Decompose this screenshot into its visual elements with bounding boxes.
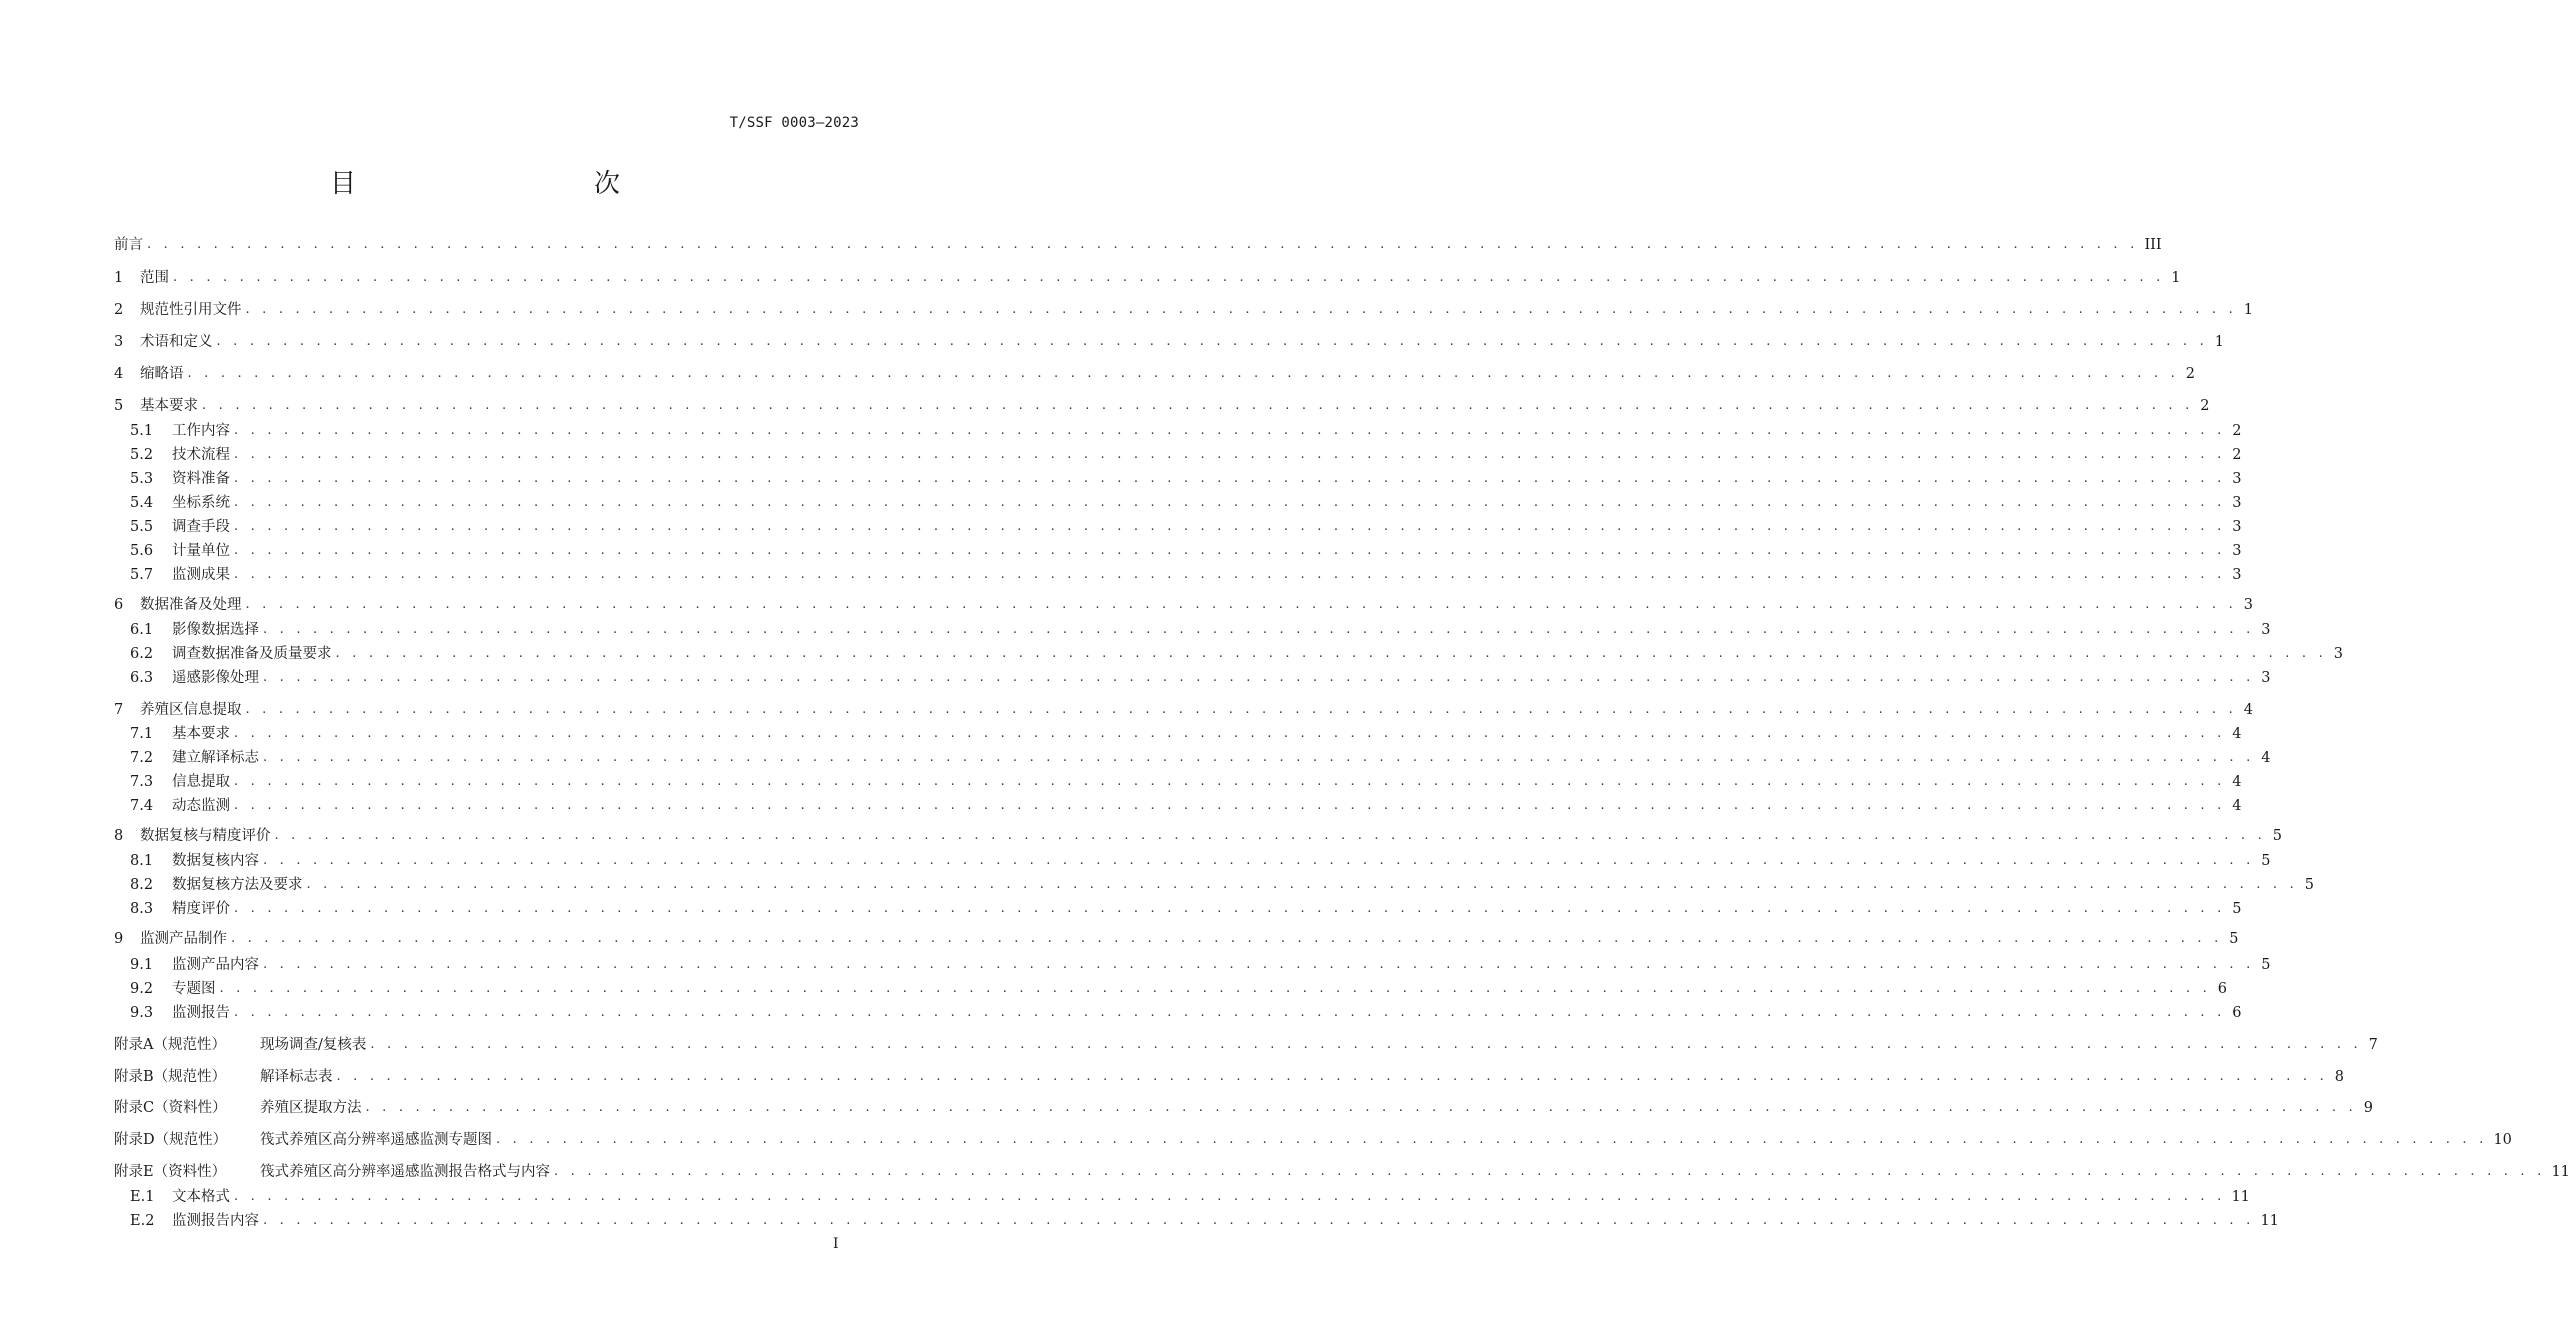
toc-entry-title: 基本要求 bbox=[172, 726, 230, 742]
toc-entry-page: 2 bbox=[2200, 398, 2210, 414]
toc-entry-number: 9.3 bbox=[130, 1005, 154, 1021]
toc-entry-title: 工作内容 bbox=[172, 423, 230, 439]
toc-entry-number: 5.6 bbox=[130, 543, 154, 559]
document-code: T/SSF 0003—2023 bbox=[729, 115, 859, 131]
toc-dot-leader: . . . . . . . . . . . . . . . . . . . . . . . . . . . . . . . . . . . . . . . . . . . . . . . . . . . . . . . . . . . . . . . . . . . . . . . . . . . . . . . . . . . . . . . . . . . . . . . . . . . . . . . . . . . . . . . . . . . . . . . . bbox=[245, 597, 2237, 612]
toc-entry-title: 监测产品制作 bbox=[140, 931, 227, 947]
toc-entry[interactable] bbox=[114, 565, 2242, 585]
toc-entry-title: 专题图 bbox=[172, 981, 216, 997]
toc-entry-title: 数据复核内容 bbox=[172, 853, 259, 869]
toc-entry-title: 动态监测 bbox=[172, 798, 230, 814]
toc-entry-title: 坐标系统 bbox=[172, 495, 230, 511]
toc-entry[interactable] bbox=[114, 899, 2242, 919]
toc-entry[interactable] bbox=[114, 1067, 2344, 1087]
toc-entry[interactable] bbox=[114, 595, 2253, 615]
toc-entry-number: 8.3 bbox=[130, 901, 154, 917]
toc-dot-leader: . . . . . . . . . . . . . . . . . . . . . . . . . . . . . . . . . . . . . . . . . . . . . . . . . . . . . . . . . . . . . . . . . . . . . . . . . . . . . . . . . . . . . . . . . . . . . . . . . . . . . . . . . . . . . . . . . . . . . . . . bbox=[234, 1189, 2226, 1204]
toc-entry[interactable] bbox=[114, 1130, 2512, 1150]
toc-entry-page: 3 bbox=[2261, 622, 2271, 638]
toc-entry-number: 7.2 bbox=[130, 750, 154, 766]
toc-entry-page: 4 bbox=[2243, 702, 2253, 718]
toc-entry-title: 规范性引用文件 bbox=[140, 302, 242, 318]
toc-entry-number: 5.3 bbox=[130, 471, 154, 487]
toc-entry-page: 5 bbox=[2304, 877, 2314, 893]
toc-entry-title: 数据复核方法及要求 bbox=[172, 877, 303, 893]
toc-entry[interactable] bbox=[114, 1035, 2378, 1055]
toc-entry[interactable] bbox=[114, 826, 2282, 846]
toc-entry-page: 10 bbox=[2493, 1132, 2512, 1148]
toc-entry-number: 7.4 bbox=[130, 798, 154, 814]
toc-entry-number: 6.2 bbox=[130, 646, 154, 662]
toc-entry-page: 2 bbox=[2232, 423, 2242, 439]
toc-entry-number: 9 bbox=[114, 931, 124, 947]
toc-entry[interactable] bbox=[114, 300, 2253, 320]
toc-entry-page: 1 bbox=[2171, 270, 2181, 286]
toc-entry-title: 计量单位 bbox=[172, 543, 230, 559]
toc-entry-number: 8 bbox=[114, 828, 124, 844]
toc-entry-number: 5 bbox=[114, 398, 124, 414]
toc-entry-page: 4 bbox=[2232, 774, 2242, 790]
toc-entry-title: 影像数据选择 bbox=[172, 622, 259, 638]
toc-entry-number: 1 bbox=[114, 270, 124, 286]
toc-entry-page: 5 bbox=[2232, 901, 2242, 917]
toc-entry-page: 11 bbox=[2260, 1213, 2279, 1229]
page-number: I bbox=[833, 1236, 839, 1252]
toc-entry-number: 附录B（规范性） bbox=[114, 1069, 227, 1085]
toc-entry[interactable] bbox=[114, 1211, 2279, 1231]
toc-dot-leader: . . . . . . . . . . . . . . . . . . . . . . . . . . . . . . . . . . . . . . . . . . . . . . . . . . . . . . . . . . . . . . . . . . . . . . . . . . . . . . . . . . . . . . . . . . . . . . . . . . . . . . . . . . . . . . . . . . . . . . . . bbox=[234, 495, 2226, 510]
toc-dot-leader: . . . . . . . . . . . . . . . . . . . . . . . . . . . . . . . . . . . . . . . . . . . . . . . . . . . . . . . . . . . . . . . . . . . . . . . . . . . . . . . . . . . . . . . . . . . . . . . . . . . . . . . . . . . . . . . . . . . . . . . . bbox=[306, 877, 2298, 892]
toc-entry[interactable] bbox=[114, 469, 2242, 489]
toc-dot-leader: . . . . . . . . . . . . . . . . . . . . . . . . . . . . . . . . . . . . . . . . . . . . . . . . . . . . . . . . . . . . . . . . . . . . . . . . . . . . . . . . . . . . . . . . . . . . . . . . . . . . . . . . . . . . . . . . . . . . . . . . bbox=[263, 957, 2255, 972]
toc-entry-page: 11 bbox=[2551, 1164, 2570, 1180]
toc-entry-page: 8 bbox=[2334, 1069, 2344, 1085]
toc-dot-leader: . . . . . . . . . . . . . . . . . . . . . . . . . . . . . . . . . . . . . . . . . . . . . . . . . . . . . . . . . . . . . . . . . . . . . . . . . . . . . . . . . . . . . . . . . . . . . . . . . . . . . . . . . . . . . . . . . . . . . . . . bbox=[370, 1037, 2362, 1052]
toc-dot-leader: . . . . . . . . . . . . . . . . . . . . . . . . . . . . . . . . . . . . . . . . . . . . . . . . . . . . . . . . . . . . . . . . . . . . . . . . . . . . . . . . . . . . . . . . . . . . . . . . . . . . . . . . . . . . . . . . . . . . . . . . bbox=[554, 1164, 2546, 1179]
toc-dot-leader: . . . . . . . . . . . . . . . . . . . . . . . . . . . . . . . . . . . . . . . . . . . . . . . . . . . . . . . . . . . . . . . . . . . . . . . . . . . . . . . . . . . . . . . . . . . . . . . . . . . . . . . . . . . . . . . . . . . . . . . . bbox=[234, 774, 2226, 789]
toc-entry-page: 5 bbox=[2261, 957, 2271, 973]
toc-entry-title: 文本格式 bbox=[172, 1189, 230, 1205]
toc-dot-leader: . . . . . . . . . . . . . . . . . . . . . . . . . . . . . . . . . . . . . . . . . . . . . . . . . . . . . . . . . . . . . . . . . . . . . . . . . . . . . . . . . . . . . . . . . . . . . . . . . . . . . . . . . . . . . . . . . . . . . . . . bbox=[147, 237, 2139, 252]
toc-dot-leader: . . . . . . . . . . . . . . . . . . . . . . . . . . . . . . . . . . . . . . . . . . . . . . . . . . . . . . . . . . . . . . . . . . . . . . . . . . . . . . . . . . . . . . . . . . . . . . . . . . . . . . . . . . . . . . . . . . . . . . . . bbox=[245, 302, 2237, 317]
toc-entry[interactable] bbox=[114, 979, 2227, 999]
toc-entry[interactable] bbox=[114, 748, 2271, 768]
toc-entry-page: 7 bbox=[2368, 1037, 2378, 1053]
toc-entry-title: 基本要求 bbox=[140, 398, 198, 414]
toc-dot-leader: . . . . . . . . . . . . . . . . . . . . . . . . . . . . . . . . . . . . . . . . . . . . . . . . . . . . . . . . . . . . . . . . . . . . . . . . . . . . . . . . . . . . . . . . . . . . . . . . . . . . . . . . . . . . . . . . . . . . . . . . bbox=[263, 1213, 2255, 1228]
toc-entry-number: 7 bbox=[114, 702, 124, 718]
toc-entry-page: 3 bbox=[2243, 597, 2253, 613]
toc-entry-page: 2 bbox=[2232, 447, 2242, 463]
toc-entry-page: 3 bbox=[2261, 670, 2271, 686]
toc-entry-number: 9.1 bbox=[130, 957, 154, 973]
toc-dot-leader: . . . . . . . . . . . . . . . . . . . . . . . . . . . . . . . . . . . . . . . . . . . . . . . . . . . . . . . . . . . . . . . . . . . . . . . . . . . . . . . . . . . . . . . . . . . . . . . . . . . . . . . . . . . . . . . . . . . . . . . . bbox=[234, 543, 2226, 558]
toc-entry-page: 3 bbox=[2232, 519, 2242, 535]
toc-dot-leader: . . . . . . . . . . . . . . . . . . . . . . . . . . . . . . . . . . . . . . . . . . . . . . . . . . . . . . . . . . . . . . . . . . . . . . . . . . . . . . . . . . . . . . . . . . . . . . . . . . . . . . . . . . . . . . . . . . . . . . . . bbox=[231, 931, 2223, 946]
toc-entry[interactable] bbox=[114, 620, 2271, 640]
toc-entry[interactable] bbox=[114, 796, 2242, 816]
toc-entry[interactable] bbox=[114, 724, 2242, 744]
toc-dot-leader: . . . . . . . . . . . . . . . . . . . . . . . . . . . . . . . . . . . . . . . . . . . . . . . . . . . . . . . . . . . . . . . . . . . . . . . . . . . . . . . . . . . . . . . . . . . . . . . . . . . . . . . . . . . . . . . . . . . . . . . . bbox=[263, 670, 2255, 685]
toc-entry-number: 5.2 bbox=[130, 447, 154, 463]
toc-entry-page: 2 bbox=[2185, 366, 2195, 382]
toc-entry-title: 调查数据准备及质量要求 bbox=[172, 646, 332, 662]
toc-dot-leader: . . . . . . . . . . . . . . . . . . . . . . . . . . . . . . . . . . . . . . . . . . . . . . . . . . . . . . . . . . . . . . . . . . . . . . . . . . . . . . . . . . . . . . . . . . . . . . . . . . . . . . . . . . . . . . . . . . . . . . . . bbox=[173, 270, 2165, 285]
toc-entry-title: 技术流程 bbox=[172, 447, 230, 463]
toc-entry[interactable] bbox=[114, 493, 2242, 513]
toc-entry-number: 8.1 bbox=[130, 853, 154, 869]
toc-entry[interactable] bbox=[114, 700, 2253, 720]
toc-entry-title: 遥感影像处理 bbox=[172, 670, 259, 686]
toc-entry-number: 附录A（规范性） bbox=[114, 1037, 226, 1053]
toc-entry-number: E.1 bbox=[130, 1189, 155, 1205]
toc-entry-page: 1 bbox=[2214, 334, 2224, 350]
toc-entry-title: 信息提取 bbox=[172, 774, 230, 790]
toc-entry-number: 9.2 bbox=[130, 981, 154, 997]
toc-dot-leader: . . . . . . . . . . . . . . . . . . . . . . . . . . . . . . . . . . . . . . . . . . . . . . . . . . . . . . . . . . . . . . . . . . . . . . . . . . . . . . . . . . . . . . . . . . . . . . . . . . . . . . . . . . . . . . . . . . . . . . . . bbox=[263, 750, 2255, 765]
toc-entry-number: 4 bbox=[114, 366, 124, 382]
toc-entry[interactable] bbox=[114, 517, 2242, 537]
toc-entry-title: 筏式养殖区高分辨率遥感监测专题图 bbox=[260, 1132, 492, 1148]
toc-entry[interactable] bbox=[114, 929, 2239, 949]
toc-entry[interactable] bbox=[114, 364, 2195, 384]
toc-title: 目 次 bbox=[329, 169, 682, 199]
toc-entry-page: 6 bbox=[2217, 981, 2227, 997]
toc-dot-leader: . . . . . . . . . . . . . . . . . . . . . . . . . . . . . . . . . . . . . . . . . . . . . . . . . . . . . . . . . . . . . . . . . . . . . . . . . . . . . . . . . . . . . . . . . . . . . . . . . . . . . . . . . . . . . . . . . . . . . . . . bbox=[187, 366, 2179, 381]
toc-entry-page: 5 bbox=[2272, 828, 2282, 844]
toc-entry-page: 3 bbox=[2232, 471, 2242, 487]
toc-entry-page: 3 bbox=[2232, 543, 2242, 559]
toc-entry-page: 3 bbox=[2232, 495, 2242, 511]
toc-entry-title: 监测报告 bbox=[172, 1005, 230, 1021]
toc-entry[interactable] bbox=[114, 1187, 2250, 1207]
toc-entry-title: 养殖区提取方法 bbox=[260, 1100, 362, 1116]
toc-dot-leader: . . . . . . . . . . . . . . . . . . . . . . . . . . . . . . . . . . . . . . . . . . . . . . . . . . . . . . . . . . . . . . . . . . . . . . . . . . . . . . . . . . . . . . . . . . . . . . . . . . . . . . . . . . . . . . . . . . . . . . . . bbox=[263, 853, 2255, 868]
toc-dot-leader: . . . . . . . . . . . . . . . . . . . . . . . . . . . . . . . . . . . . . . . . . . . . . . . . . . . . . . . . . . . . . . . . . . . . . . . . . . . . . . . . . . . . . . . . . . . . . . . . . . . . . . . . . . . . . . . . . . . . . . . . bbox=[234, 1005, 2226, 1020]
toc-entry-page: 3 bbox=[2333, 646, 2343, 662]
toc-dot-leader: . . . . . . . . . . . . . . . . . . . . . . . . . . . . . . . . . . . . . . . . . . . . . . . . . . . . . . . . . . . . . . . . . . . . . . . . . . . . . . . . . . . . . . . . . . . . . . . . . . . . . . . . . . . . . . . . . . . . . . . . bbox=[335, 646, 2327, 661]
toc-entry-title: 术语和定义 bbox=[140, 334, 213, 350]
toc-entry[interactable] bbox=[114, 421, 2242, 441]
toc-entry-title: 前言 bbox=[114, 237, 143, 253]
toc-entry[interactable] bbox=[114, 851, 2271, 871]
toc-entry-number: 5.4 bbox=[130, 495, 154, 511]
toc-entry[interactable] bbox=[114, 668, 2271, 688]
toc-entry-number: 7.3 bbox=[130, 774, 154, 790]
toc-entry-number: 6 bbox=[114, 597, 124, 613]
toc-entry[interactable] bbox=[114, 772, 2242, 792]
toc-entry-page: 3 bbox=[2232, 567, 2242, 583]
toc-entry-title: 调查手段 bbox=[172, 519, 230, 535]
toc-dot-leader: . . . . . . . . . . . . . . . . . . . . . . . . . . . . . . . . . . . . . . . . . . . . . . . . . . . . . . . . . . . . . . . . . . . . . . . . . . . . . . . . . . . . . . . . . . . . . . . . . . . . . . . . . . . . . . . . . . . . . . . . bbox=[219, 981, 2211, 996]
toc-entry-number: 7.1 bbox=[130, 726, 154, 742]
toc-entry-page: 6 bbox=[2232, 1005, 2242, 1021]
toc-entry[interactable] bbox=[114, 1003, 2242, 1023]
toc-entry[interactable] bbox=[114, 644, 2343, 664]
toc-dot-leader: . . . . . . . . . . . . . . . . . . . . . . . . . . . . . . . . . . . . . . . . . . . . . . . . . . . . . . . . . . . . . . . . . . . . . . . . . . . . . . . . . . . . . . . . . . . . . . . . . . . . . . . . . . . . . . . . . . . . . . . . bbox=[234, 447, 2226, 462]
toc-entry-page: 4 bbox=[2261, 750, 2271, 766]
toc-entry[interactable] bbox=[114, 396, 2210, 416]
toc-entry[interactable] bbox=[114, 235, 2162, 255]
toc-entry-title: 范围 bbox=[140, 270, 169, 286]
toc-entry-number: 5.7 bbox=[130, 567, 154, 583]
toc-entry-title: 数据复核与精度评价 bbox=[140, 828, 271, 844]
toc-entry[interactable] bbox=[114, 1098, 2373, 1118]
toc-dot-leader: . . . . . . . . . . . . . . . . . . . . . . . . . . . . . . . . . . . . . . . . . . . . . . . . . . . . . . . . . . . . . . . . . . . . . . . . . . . . . . . . . . . . . . . . . . . . . . . . . . . . . . . . . . . . . . . . . . . . . . . . bbox=[216, 334, 2208, 349]
toc-entry-number: 2 bbox=[114, 302, 124, 318]
toc-dot-leader: . . . . . . . . . . . . . . . . . . . . . . . . . . . . . . . . . . . . . . . . . . . . . . . . . . . . . . . . . . . . . . . . . . . . . . . . . . . . . . . . . . . . . . . . . . . . . . . . . . . . . . . . . . . . . . . . . . . . . . . . bbox=[234, 519, 2226, 534]
toc-entry-page: 5 bbox=[2229, 931, 2239, 947]
toc-dot-leader: . . . . . . . . . . . . . . . . . . . . . . . . . . . . . . . . . . . . . . . . . . . . . . . . . . . . . . . . . . . . . . . . . . . . . . . . . . . . . . . . . . . . . . . . . . . . . . . . . . . . . . . . . . . . . . . . . . . . . . . . bbox=[336, 1069, 2328, 1084]
toc-entry-title: 监测报告内容 bbox=[172, 1213, 259, 1229]
toc-dot-leader: . . . . . . . . . . . . . . . . . . . . . . . . . . . . . . . . . . . . . . . . . . . . . . . . . . . . . . . . . . . . . . . . . . . . . . . . . . . . . . . . . . . . . . . . . . . . . . . . . . . . . . . . . . . . . . . . . . . . . . . . bbox=[263, 622, 2255, 637]
toc-entry[interactable] bbox=[114, 955, 2271, 975]
toc-entry-page: 4 bbox=[2232, 726, 2242, 742]
toc-entry-page: 1 bbox=[2243, 302, 2253, 318]
toc-entry-page: 9 bbox=[2363, 1100, 2373, 1116]
toc-dot-leader: . . . . . . . . . . . . . . . . . . . . . . . . . . . . . . . . . . . . . . . . . . . . . . . . . . . . . . . . . . . . . . . . . . . . . . . . . . . . . . . . . . . . . . . . . . . . . . . . . . . . . . . . . . . . . . . . . . . . . . . . bbox=[365, 1100, 2357, 1115]
toc-entry-number: 6.3 bbox=[130, 670, 154, 686]
toc-entry[interactable] bbox=[114, 445, 2242, 465]
toc-entry-number: 8.2 bbox=[130, 877, 154, 893]
toc-dot-leader: . . . . . . . . . . . . . . . . . . . . . . . . . . . . . . . . . . . . . . . . . . . . . . . . . . . . . . . . . . . . . . . . . . . . . . . . . . . . . . . . . . . . . . . . . . . . . . . . . . . . . . . . . . . . . . . . . . . . . . . . bbox=[234, 726, 2226, 741]
toc-entry-number: 附录C（资料性） bbox=[114, 1100, 227, 1116]
toc-dot-leader: . . . . . . . . . . . . . . . . . . . . . . . . . . . . . . . . . . . . . . . . . . . . . . . . . . . . . . . . . . . . . . . . . . . . . . . . . . . . . . . . . . . . . . . . . . . . . . . . . . . . . . . . . . . . . . . . . . . . . . . . bbox=[234, 798, 2226, 813]
toc-entry-number: 附录E（资料性） bbox=[114, 1164, 227, 1180]
toc-dot-leader: . . . . . . . . . . . . . . . . . . . . . . . . . . . . . . . . . . . . . . . . . . . . . . . . . . . . . . . . . . . . . . . . . . . . . . . . . . . . . . . . . . . . . . . . . . . . . . . . . . . . . . . . . . . . . . . . . . . . . . . . bbox=[496, 1132, 2488, 1147]
toc-entry-title: 监测成果 bbox=[172, 567, 230, 583]
toc-entry-title: 养殖区信息提取 bbox=[140, 702, 242, 718]
toc-entry-title: 监测产品内容 bbox=[172, 957, 259, 973]
toc-dot-leader: . . . . . . . . . . . . . . . . . . . . . . . . . . . . . . . . . . . . . . . . . . . . . . . . . . . . . . . . . . . . . . . . . . . . . . . . . . . . . . . . . . . . . . . . . . . . . . . . . . . . . . . . . . . . . . . . . . . . . . . . bbox=[202, 398, 2194, 413]
toc-entry-page: III bbox=[2144, 237, 2162, 253]
toc-entry-number: 6.1 bbox=[130, 622, 154, 638]
toc-entry-page: 5 bbox=[2261, 853, 2271, 869]
toc-dot-leader: . . . . . . . . . . . . . . . . . . . . . . . . . . . . . . . . . . . . . . . . . . . . . . . . . . . . . . . . . . . . . . . . . . . . . . . . . . . . . . . . . . . . . . . . . . . . . . . . . . . . . . . . . . . . . . . . . . . . . . . . bbox=[245, 702, 2237, 717]
toc-entry-title: 精度评价 bbox=[172, 901, 230, 917]
toc-entry-title: 现场调查/复核表 bbox=[260, 1037, 367, 1053]
toc-dot-leader: . . . . . . . . . . . . . . . . . . . . . . . . . . . . . . . . . . . . . . . . . . . . . . . . . . . . . . . . . . . . . . . . . . . . . . . . . . . . . . . . . . . . . . . . . . . . . . . . . . . . . . . . . . . . . . . . . . . . . . . . bbox=[274, 828, 2266, 843]
toc-entry-number: E.2 bbox=[130, 1213, 155, 1229]
toc-entry-number: 附录D（规范性） bbox=[114, 1132, 228, 1148]
toc-dot-leader: . . . . . . . . . . . . . . . . . . . . . . . . . . . . . . . . . . . . . . . . . . . . . . . . . . . . . . . . . . . . . . . . . . . . . . . . . . . . . . . . . . . . . . . . . . . . . . . . . . . . . . . . . . . . . . . . . . . . . . . . bbox=[234, 471, 2226, 486]
toc-entry[interactable] bbox=[114, 1162, 2570, 1182]
toc-dot-leader: . . . . . . . . . . . . . . . . . . . . . . . . . . . . . . . . . . . . . . . . . . . . . . . . . . . . . . . . . . . . . . . . . . . . . . . . . . . . . . . . . . . . . . . . . . . . . . . . . . . . . . . . . . . . . . . . . . . . . . . . bbox=[234, 567, 2226, 582]
toc-entry-title: 解译标志表 bbox=[260, 1069, 333, 1085]
toc-entry-title: 缩略语 bbox=[140, 366, 184, 382]
toc-entry[interactable] bbox=[114, 541, 2242, 561]
toc-dot-leader: . . . . . . . . . . . . . . . . . . . . . . . . . . . . . . . . . . . . . . . . . . . . . . . . . . . . . . . . . . . . . . . . . . . . . . . . . . . . . . . . . . . . . . . . . . . . . . . . . . . . . . . . . . . . . . . . . . . . . . . . bbox=[234, 901, 2226, 916]
toc-entry-title: 资料准备 bbox=[172, 471, 230, 487]
toc-entry[interactable] bbox=[114, 268, 2181, 288]
toc-dot-leader: . . . . . . . . . . . . . . . . . . . . . . . . . . . . . . . . . . . . . . . . . . . . . . . . . . . . . . . . . . . . . . . . . . . . . . . . . . . . . . . . . . . . . . . . . . . . . . . . . . . . . . . . . . . . . . . . . . . . . . . . bbox=[234, 423, 2226, 438]
toc-entry[interactable] bbox=[114, 332, 2224, 352]
toc-entry-title: 筏式养殖区高分辨率遥感监测报告格式与内容 bbox=[260, 1164, 550, 1180]
toc-entry-title: 数据准备及处理 bbox=[140, 597, 242, 613]
toc-entry-number: 5.5 bbox=[130, 519, 154, 535]
toc-entry-number: 3 bbox=[114, 334, 124, 350]
toc-entry-number: 5.1 bbox=[130, 423, 154, 439]
toc-entry[interactable] bbox=[114, 875, 2314, 895]
toc-entry-page: 11 bbox=[2231, 1189, 2250, 1205]
toc-entry-title: 建立解译标志 bbox=[172, 750, 259, 766]
toc-entry-page: 4 bbox=[2232, 798, 2242, 814]
